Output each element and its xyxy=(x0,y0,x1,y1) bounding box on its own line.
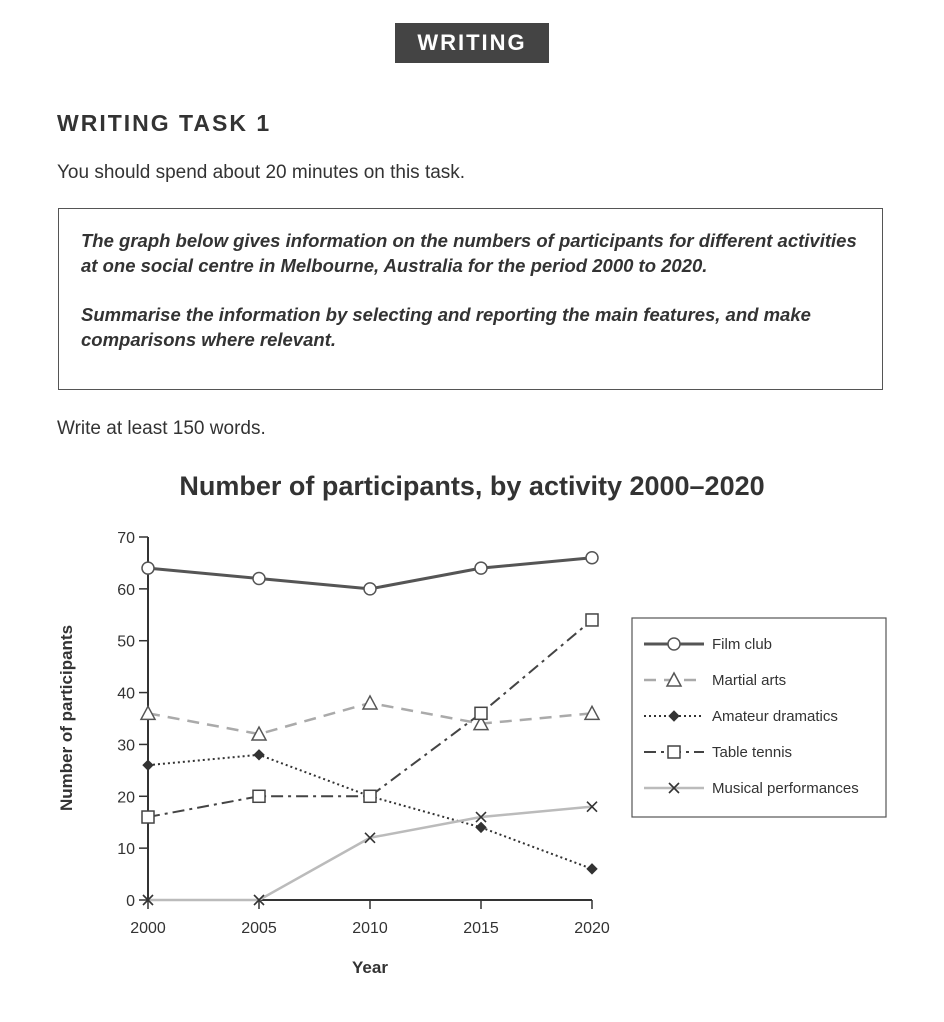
task-prompt-box xyxy=(58,208,883,390)
data-point-table-tennis xyxy=(586,614,598,626)
y-axis-label: Number of participants xyxy=(57,624,76,812)
word-count-instruction: Write at least 150 words. xyxy=(57,418,266,439)
data-point-martial-arts xyxy=(141,706,155,719)
data-point-amateur-dramatics xyxy=(143,760,153,770)
series-film-club xyxy=(142,552,598,595)
y-tick-label: 60 xyxy=(117,581,135,599)
data-point-film-club xyxy=(475,562,487,574)
data-point-film-club xyxy=(364,583,376,595)
data-point-film-club xyxy=(142,562,154,574)
data-point-table-tennis xyxy=(475,707,487,719)
y-tick-label: 0 xyxy=(126,893,135,910)
x-tick-label: 2000 xyxy=(130,920,166,937)
legend-marker xyxy=(668,746,680,758)
data-point-amateur-dramatics xyxy=(254,750,264,760)
chart-title: Number of participants, by activity 2000–2020 xyxy=(179,471,765,501)
y-tick-label: 10 xyxy=(117,841,135,859)
legend-marker xyxy=(668,638,680,650)
data-point-amateur-dramatics xyxy=(476,822,486,832)
legend-label: Martial arts xyxy=(712,672,787,689)
x-axis-label: Year xyxy=(352,958,388,977)
x-tick-label: 2010 xyxy=(352,920,388,937)
chart-axes xyxy=(117,530,610,937)
chart-legend xyxy=(632,618,886,817)
legend-label: Film club xyxy=(712,636,773,653)
series-martial-arts xyxy=(141,696,599,740)
x-tick-label: 2015 xyxy=(463,920,499,937)
data-point-table-tennis xyxy=(253,790,265,802)
task-title: WRITING TASK 1 xyxy=(57,110,272,136)
y-tick-label: 30 xyxy=(117,737,135,755)
data-point-martial-arts xyxy=(363,696,377,709)
prompt-instruction: Summarise the information by selecting and reporting the main features, and make comparisons where relevant. xyxy=(81,304,811,350)
y-tick-label: 20 xyxy=(117,789,135,807)
x-tick-label: 2020 xyxy=(574,920,610,937)
y-tick-label: 70 xyxy=(117,530,135,547)
series-musical-performances xyxy=(143,802,597,905)
x-tick-label: 2005 xyxy=(241,920,277,937)
data-point-film-club xyxy=(586,552,598,564)
line-chart xyxy=(0,455,944,1015)
y-tick-label: 40 xyxy=(117,685,135,703)
data-point-table-tennis xyxy=(142,811,154,823)
series-line-musical-performances xyxy=(148,807,592,900)
time-instruction: You should spend about 20 minutes on this task. xyxy=(57,162,466,183)
chart-series xyxy=(141,552,599,905)
data-point-table-tennis xyxy=(364,790,376,802)
data-point-film-club xyxy=(253,572,265,584)
data-point-amateur-dramatics xyxy=(587,864,597,874)
prompt-description: The graph below gives information on the numbers of participants for different activities at one social centre in Melbourne, Australia for the period 2000 to 2020. xyxy=(81,230,857,276)
legend-label: Table tennis xyxy=(712,744,793,761)
section-badge: WRITING xyxy=(395,23,549,63)
legend-label: Amateur dramatics xyxy=(712,708,838,725)
legend-label: Musical performances xyxy=(712,780,859,797)
y-tick-label: 50 xyxy=(117,633,135,651)
